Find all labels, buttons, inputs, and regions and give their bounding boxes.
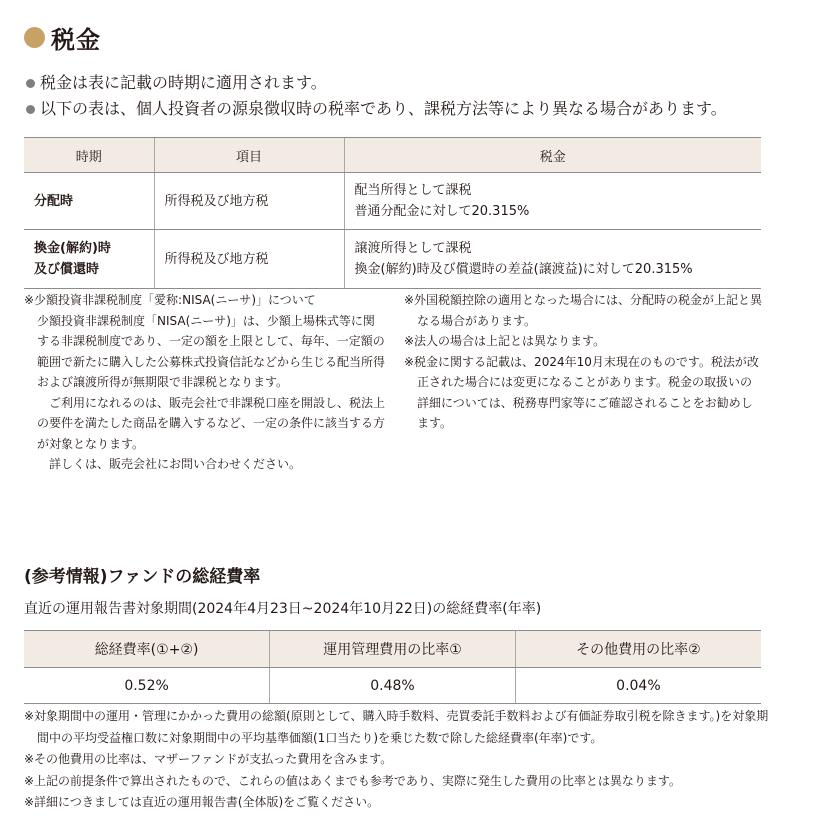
- period-text: 及び償還時: [34, 262, 100, 277]
- fee-table-header: [24, 631, 761, 668]
- value-other-fee: 0.04%: [515, 668, 761, 704]
- bullet-dot-icon: [26, 105, 35, 114]
- tax-table-header: [24, 138, 761, 173]
- cell-tax: [344, 173, 761, 230]
- bullet-dot-icon: [26, 79, 35, 88]
- cell-period: [24, 173, 154, 230]
- value-total-expense: 0.52%: [24, 668, 270, 704]
- table-row: [24, 668, 761, 704]
- cell-period: [24, 230, 154, 289]
- cell-item: 所得税及び地方税: [154, 173, 344, 230]
- nisa-notes: [24, 290, 386, 475]
- bullet-item: [26, 70, 727, 96]
- table-row: [24, 230, 761, 289]
- tax-line: 換金(解約)時及び償還時の差益(譲渡益)に対して20.315%: [354, 262, 693, 277]
- tax-line: 配当所得として課税: [354, 183, 472, 198]
- bullet-item: [26, 96, 727, 122]
- fee-section-title: (参考情報)ファンドの総経費率: [24, 567, 261, 587]
- header-period: 時期: [24, 138, 154, 173]
- nisa-note-paragraph: 詳しくは、販売会社にお問い合わせください。: [49, 457, 302, 471]
- fee-note: ※対象期間中の運用・管理にかかった費用の総額(原則として、購入時手数料、売買委託手数料および有価証券取引税を除きます。)を対象期間中の平均受益権口数に対象期間中の平均基準価額(1口当たり)を乗じた数で除した総経費率(年率)です。: [24, 709, 769, 745]
- fee-note: ※上記の前提条件で算出されたもので、これらの値はあくまでも参考であり、実際に発生した費用の比率とは異なります。: [24, 773, 681, 788]
- header-other-fee: その他費用の比率②: [515, 631, 761, 668]
- tax-note: ※外国税額控除の適用となった場合には、分配時の税金が上記と異なる場合があります。: [404, 293, 763, 328]
- fee-period-text: 直近の運用報告書対象期間(2024年4月23日~2024年10月22日)の総経費率(年率): [24, 601, 542, 617]
- bullet-text: 以下の表は、個人投資者の源泉徴収時の税率であり、課税方法等により異なる場合があります。: [40, 99, 727, 118]
- nisa-note-paragraph: ご利用になれるのは、販売会社で非課税口座を開設し、税法上の要件を満たした商品を購入するなど、一定の条件に該当する方が対象となります。: [37, 395, 386, 451]
- nisa-note-paragraph: 少額投資非課税制度「NISA(ニーサ)」は、少額上場株式等に関する非課税制度であり、一定の額を上限として、毎年、一定額の範囲で新たに購入した公募株式投資信託などから生じる配当所得および譲渡所得が無期限で非課税となります。: [37, 313, 386, 389]
- period-text: 換金(解約)時: [34, 241, 111, 256]
- tax-line: 譲渡所得として課税: [354, 241, 472, 256]
- heading-dot-icon: [24, 27, 45, 48]
- section-heading: [24, 22, 101, 52]
- nisa-note-head: ※少額投資非課税制度「愛称:NISA(ニーサ)」について: [24, 293, 316, 307]
- tax-table: [24, 137, 761, 289]
- page-title: 税金: [51, 25, 101, 54]
- table-row: [24, 173, 761, 230]
- cell-tax: [344, 230, 761, 289]
- header-item: 項目: [154, 138, 344, 173]
- tax-note: ※税金に関する記載は、2024年10月末現在のものです。税法が改正された場合には変更になることがあります。税金の取扱いの詳細については、税務専門家等にご確認されることをお勧めします。: [404, 354, 759, 430]
- fee-notes: [24, 706, 769, 814]
- period-text: 分配時: [34, 193, 74, 209]
- tax-line: 普通分配金に対して20.315%: [354, 204, 530, 219]
- fee-note: ※その他費用の比率は、マザーファンドが支払った費用を含みます。: [24, 752, 393, 766]
- fee-note: ※詳細につきましては直近の運用報告書(全体版)をご覧ください。: [24, 795, 380, 809]
- header-management-fee: 運用管理費用の比率①: [270, 631, 516, 668]
- tax-note: ※法人の場合は上記とは異なります。: [404, 334, 606, 348]
- header-tax: 税金: [344, 138, 761, 173]
- cell-item: 所得税及び地方税: [154, 230, 344, 289]
- bullet-list: [26, 70, 727, 122]
- bullet-text: 税金は表に記載の時期に適用されます。: [40, 73, 327, 92]
- header-total-expense: 総経費率(①+②): [24, 631, 270, 668]
- value-management-fee: 0.48%: [270, 668, 516, 704]
- fee-table: [24, 630, 761, 704]
- tax-notes: [404, 290, 764, 434]
